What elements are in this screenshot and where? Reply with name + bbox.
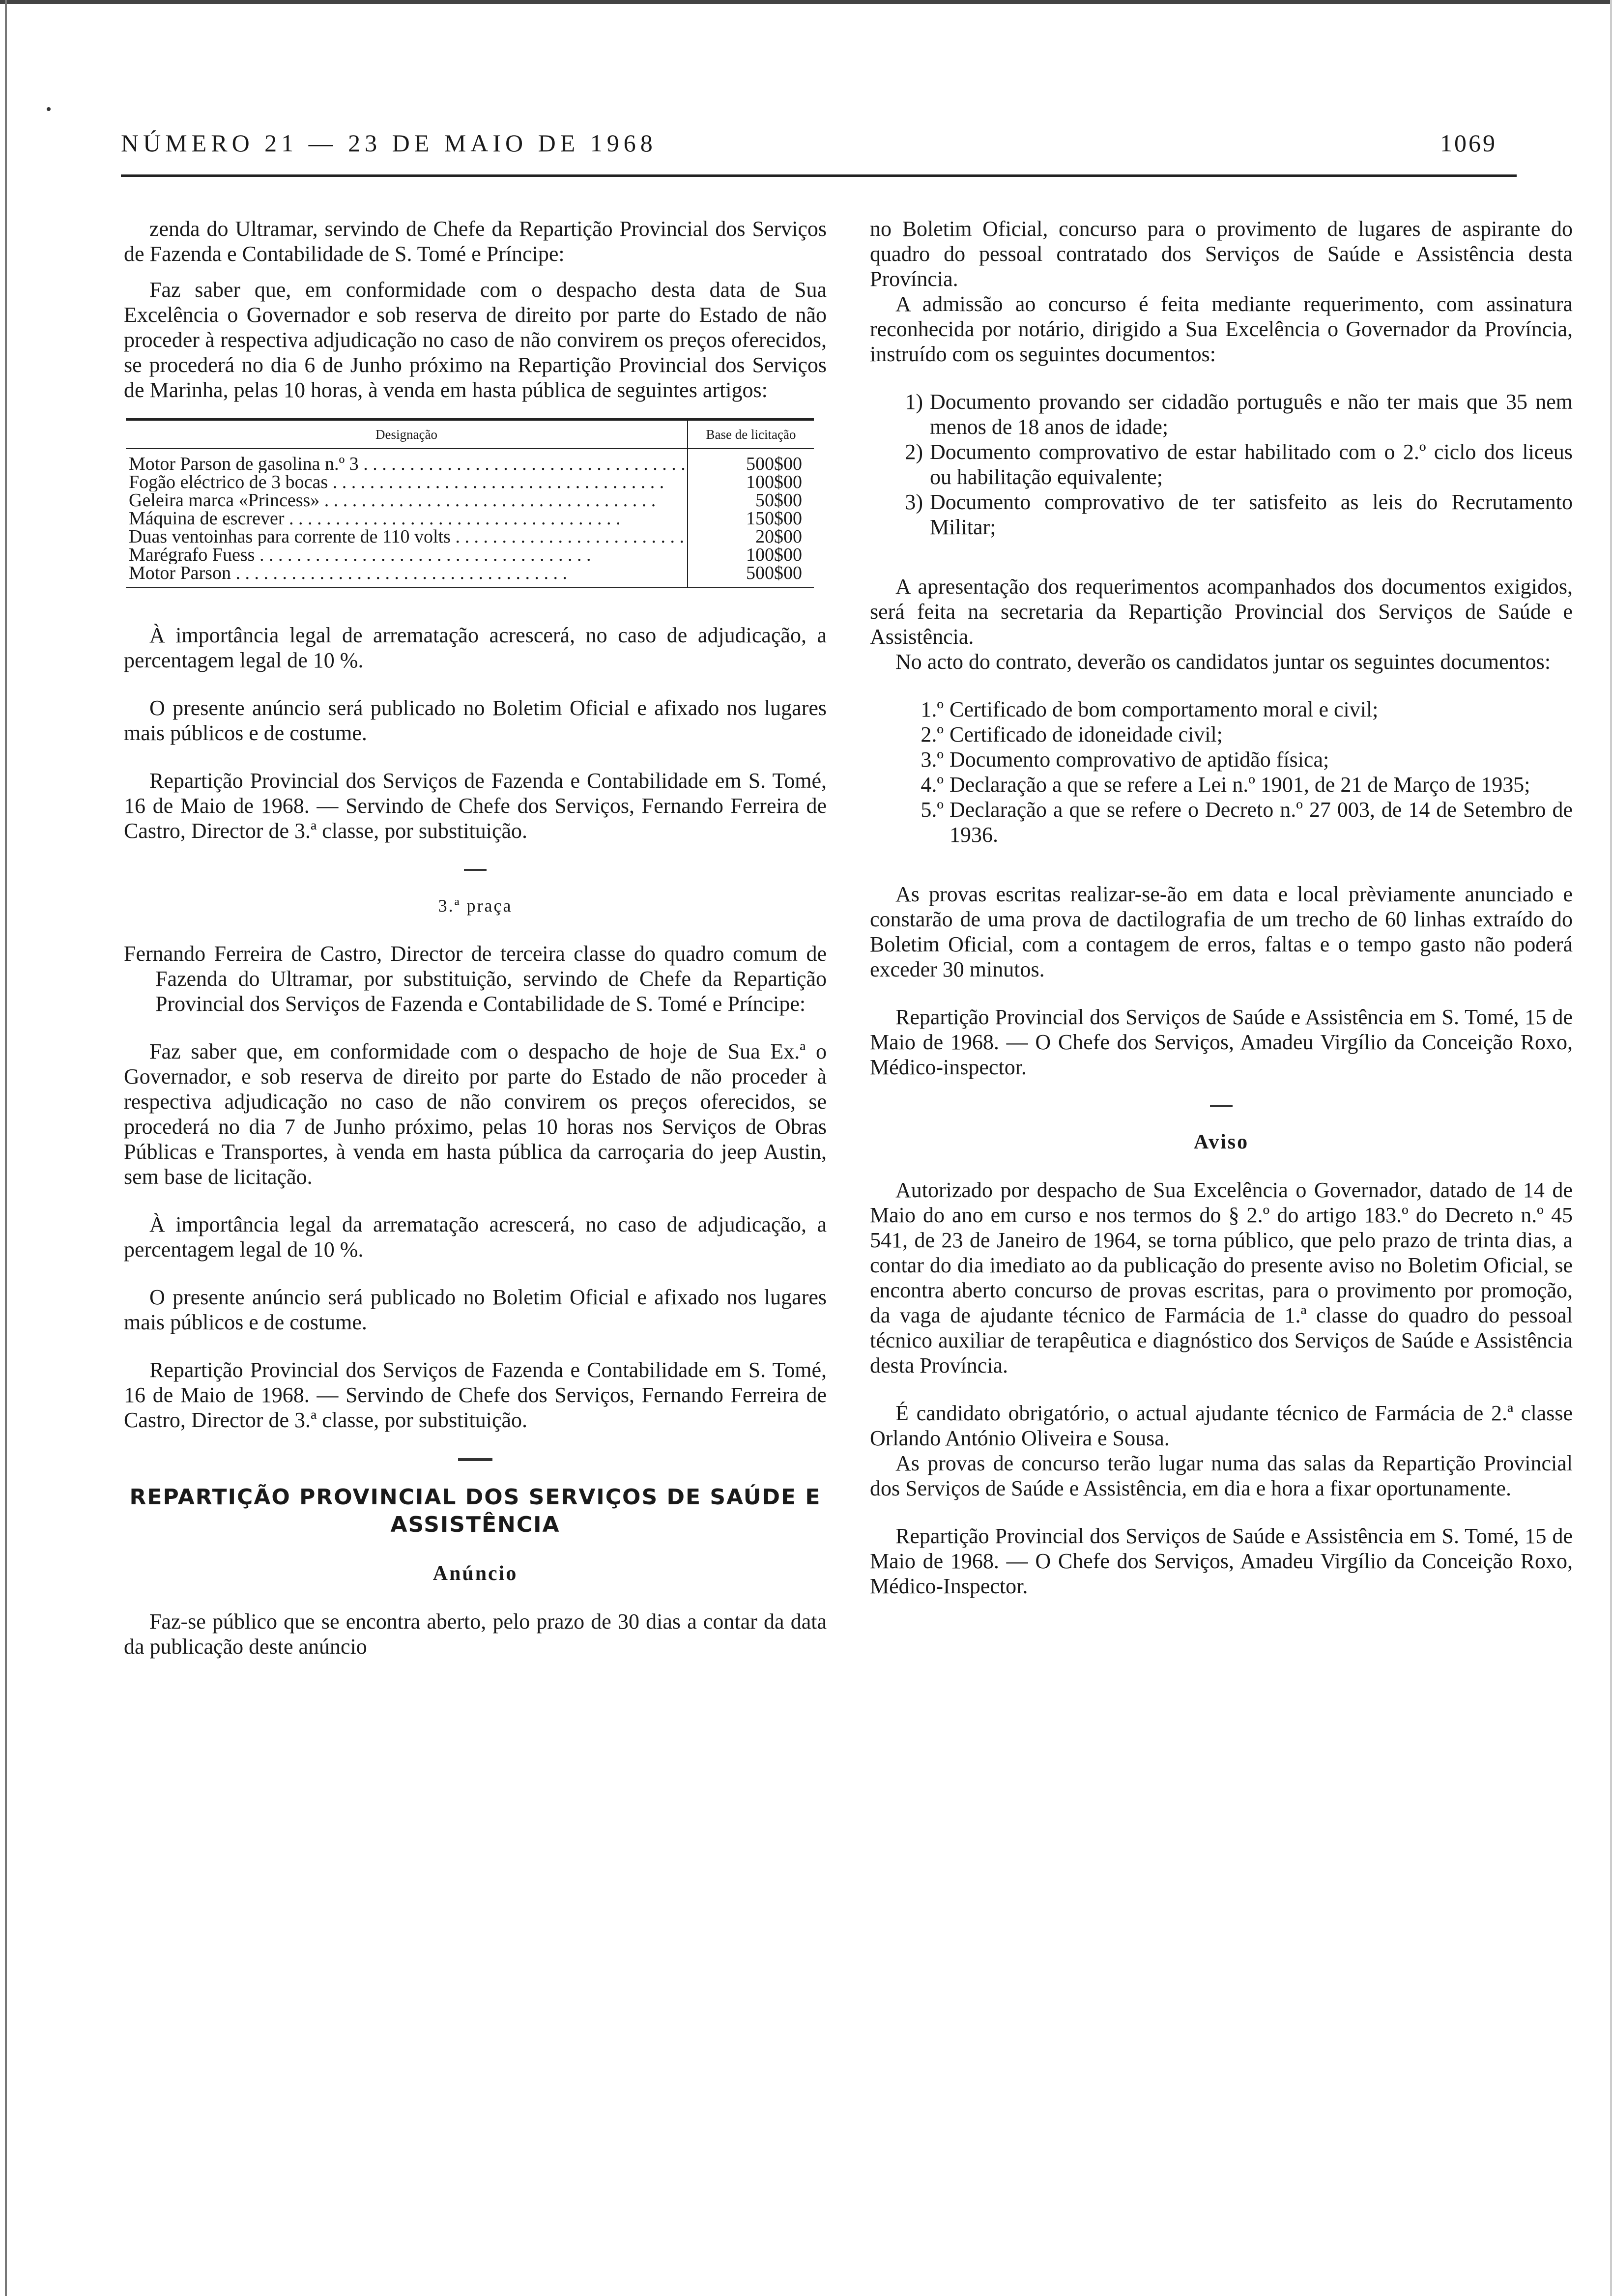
item-base-price: 150$00 [688, 510, 814, 528]
separator [1210, 1105, 1233, 1107]
praca-heading: 3.ª praça [438, 896, 513, 916]
item-base-price: 100$00 [688, 473, 814, 491]
praca-publication-paragraph: O presente anúncio será publicado no Boletim Oficial e afixado nos lugares mais públicos e de costume. [124, 1285, 827, 1334]
auction-items-table [126, 418, 814, 588]
list-item-text: Documento comprovativo de aptidão física; [950, 747, 1329, 772]
item-base-price: 50$00 [688, 491, 814, 510]
contract-documents-list [870, 697, 1573, 847]
candidate-paragraph: É candidato obrigatório, o actual ajudante técnico de Farmácia de 2.ª classe Orlando António Oliveira e Sousa. [870, 1401, 1573, 1450]
list-item-text: Declaração a que se refere a Lei n.º 1901, de 21 de Março de 1935; [950, 773, 1530, 797]
list-item-text: Certificado de bom comportamento moral e civil; [950, 697, 1379, 721]
table-row [126, 473, 814, 491]
list-item [870, 797, 1573, 847]
page-header [121, 129, 1497, 158]
item-name: Máquina de escrever [129, 510, 285, 528]
table-row [126, 491, 814, 510]
list-item [870, 439, 1573, 489]
praca-signature-paragraph: Repartição Provincial dos Serviços de Fazenda e Contabilidade em S. Tomé, 16 de Maio de 1968. — Servindo de Chefe dos Serviços, Fernando Ferreira de Castro, Director de 3.ª classe, por substituição. [124, 1358, 827, 1432]
list-item [870, 772, 1573, 797]
list-item-text: Documento comprovativo de estar habilitado com o 2.º ciclo dos liceus ou habilitação equivalente; [930, 440, 1573, 489]
legal-percentage-paragraph: À importância legal de arrematação acrescerá, no caso de adjudicação, a percentagem legal de 10 %. [124, 623, 827, 672]
item-name: Fogão eléctrico de 3 bocas [129, 473, 328, 491]
exams-paragraph: As provas escritas realizar-se-ão em data e local prèviamente anunciado e constarão de uma prova de dactilografia de um trecho de 60 linhas extraído do Boletim Oficial, com a contagem de erros, faltas e o tempo gasto não poderá exceder 30 minutos. [870, 882, 1573, 981]
separator [458, 1458, 492, 1461]
signature-paragraph: Repartição Provincial dos Serviços de Saúde e Assistência em S. Tomé, 15 de Maio de 1968. — O Chefe dos Serviços, Amadeu Virgílio da Conceição Roxo, Médico-inspector. [870, 1005, 1573, 1079]
page-edge-right [1610, 0, 1612, 2296]
signature-paragraph: Repartição Provincial dos Serviços de Saúde e Assistência em S. Tomé, 15 de Maio de 1968. — O Chefe dos Serviços, Amadeu Virgílio da Conceição Roxo, Médico-Inspector. [870, 1524, 1573, 1598]
table-row [126, 546, 814, 564]
table-header-row [126, 420, 814, 449]
aviso-heading: Aviso [1193, 1131, 1249, 1153]
anuncio-heading: Anúncio [432, 1562, 518, 1585]
header-rule [121, 174, 1517, 177]
item-name: Duas ventoinhas para corrente de 110 volts [129, 528, 451, 546]
praca-intro-paragraph: Fernando Ferreira de Castro, Director de terceira classe do quadro comum de Fazenda do Ultramar, por substituição, servindo de Chefe da Repartição Provincial dos Serviços de Fazenda e Contabilidade de S. Tomé e Príncipe: [124, 942, 827, 1016]
anuncio-paragraph: Faz-se público que se encontra aberto, pelo prazo de 30 dias a contar da data da publicação deste anúncio [124, 1609, 827, 1659]
signature-paragraph: Repartição Provincial dos Serviços de Fazenda e Contabilidade em S. Tomé, 16 de Maio de 1968. — Servindo de Chefe dos Serviços, Fernando Ferreira de Castro, Director de 3.ª classe, por substituição. [124, 769, 827, 843]
list-item-number: 3.º [921, 747, 944, 772]
auction-notice-paragraph: Faz saber que, em conformidade com o despacho desta data de Sua Excelência o Governador e sob reserva de direito por parte do Estado de não proceder à respectiva adjudicação no caso de não convirem os preços oferecidos, se procederá no dia 6 de Junho próximo na Repartição Provincial dos Serviços de Marinha, pelas 10 horas, à venda em hasta pública de seguintes artigos: [124, 278, 827, 402]
list-item-number: 2) [905, 440, 923, 464]
page-edge-left [5, 0, 7, 2296]
base-price-header: Base de licitação [688, 420, 814, 449]
contract-paragraph: No acto do contrato, deverão os candidatos juntar os seguintes documentos: [895, 650, 1551, 674]
page-edge-top [0, 0, 1612, 4]
item-base-price: 500$00 [688, 564, 814, 588]
praca-notice-paragraph: Faz saber que, em conformidade com o despacho de hoje de Sua Ex.ª o Governador, e sob reserva de direito por parte do Estado de não proceder à respectiva adjudicação no caso de não convirem os preços oferecidos, se procederá no dia 7 de Junho próximo, pelas 10 horas nos Serviços de Obras Públicas e Transportes, à venda em hasta pública da carroçaria do jeep Austin, sem base de licitação. [124, 1039, 827, 1189]
praca-legal-percentage-paragraph: À importância legal da arrematação acrescerá, no caso de adjudicação, a percentagem legal de 10 %. [124, 1212, 827, 1262]
table-row [126, 449, 814, 473]
admission-paragraph: A admissão ao concurso é feita mediante requerimento, com assinatura reconhecida por notário, dirigido a Sua Excelência o Governador da Província, instruído com os seguintes documentos: [870, 292, 1573, 366]
list-item [870, 697, 1573, 722]
list-item-number: 5.º [921, 798, 944, 822]
list-item [870, 389, 1573, 439]
list-item-text: Certificado de idoneidade civil; [950, 722, 1223, 746]
left-column [124, 216, 827, 1659]
item-base-price: 500$00 [688, 449, 814, 473]
item-name: Geleira marca «Princess» [129, 491, 320, 510]
designation-header: Designação [126, 420, 688, 449]
table-row [126, 510, 814, 528]
presentation-paragraph: A apresentação dos requerimentos acompanhados dos documentos exigidos, será feita na secretaria da Repartição Provincial dos Serviços de Saúde e Assistência. [870, 574, 1573, 649]
required-documents-list [870, 389, 1573, 540]
table-row [126, 528, 814, 546]
right-column [870, 216, 1573, 1599]
running-head: NÚMERO 21 — 23 DE MAIO DE 1968 [121, 129, 657, 157]
list-item-text: Declaração a que se refere o Decreto n.º 27 003, de 14 de Setembro de 1936. [950, 798, 1573, 847]
item-base-price: 20$00 [688, 528, 814, 546]
table-row [126, 564, 814, 588]
aviso-paragraph: Autorizado por despacho de Sua Excelência o Governador, datado de 14 de Maio do ano em curso e nos termos do § 2.º do artigo 183.º do Decreto n.º 45 541, de 23 de Janeiro de 1964, se torna público, que pelo prazo de trinta dias, a contar do dia imediato ao da publicação do presente aviso no Boletim Oficial, se encontra aberto concurso de provas escritas, para o provimento por promoção, da vaga de ajudante técnico de Farmácia de 1.ª classe do quadro do pessoal técnico auxiliar de terapêutica e diagnóstico dos Serviços de Saúde e Assistência desta Província. [870, 1178, 1573, 1378]
list-item-number: 1.º [921, 697, 944, 721]
list-item [870, 747, 1573, 772]
list-item-number: 3) [905, 490, 923, 514]
list-item-number: 1) [905, 390, 923, 414]
item-name: Motor Parson [129, 564, 231, 583]
list-item [870, 722, 1573, 747]
margin-dot [47, 107, 51, 111]
section-heading: REPARTIÇÃO PROVINCIAL DOS SERVIÇOS DE SAÚDE E ASSISTÊNCIA [129, 1485, 821, 1537]
exam-place-paragraph: As provas de concurso terão lugar numa das salas da Repartição Provincial dos Serviços de Saúde e Assistência, em dia e hora a fixar oportunamente. [870, 1451, 1573, 1500]
list-item-text: Documento comprovativo de ter satisfeito as leis do Recrutamento Militar; [930, 490, 1573, 539]
page-number: 1069 [1440, 129, 1497, 157]
list-item [870, 489, 1573, 540]
list-item-text: Documento provando ser cidadão português e não ter mais que 35 nem menos de 18 anos de idade; [930, 390, 1573, 439]
publication-paragraph: O presente anúncio será publicado no Boletim Oficial e afixado nos lugares mais públicos e de costume. [124, 696, 827, 745]
list-item-number: 2.º [921, 722, 944, 746]
anuncio-continuation-paragraph: no Boletim Oficial, concurso para o provimento de lugares de aspirante do quadro do pessoal contratado dos Serviços de Saúde e Assistência desta Província. [870, 217, 1573, 291]
item-base-price: 100$00 [688, 546, 814, 564]
list-item-number: 4.º [921, 773, 944, 797]
item-name: Motor Parson de gasolina n.º 3 [129, 454, 359, 473]
item-name: Marégrafo Fuess [129, 546, 255, 564]
separator [464, 869, 487, 871]
intro-paragraph: zenda do Ultramar, servindo de Chefe da Repartição Provincial dos Serviços de Fazenda e Contabilidade de S. Tomé e Príncipe: [124, 217, 827, 266]
